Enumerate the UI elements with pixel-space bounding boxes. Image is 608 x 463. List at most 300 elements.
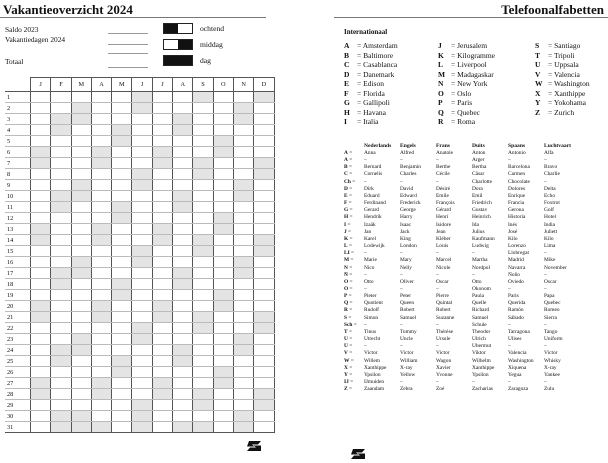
calendar-day-cell[interactable] [193, 400, 213, 411]
calendar-day-cell[interactable] [213, 136, 233, 147]
calendar-day-cell[interactable] [233, 411, 253, 422]
calendar-day-cell[interactable] [193, 191, 213, 202]
calendar-day-cell[interactable] [173, 312, 193, 323]
calendar-day-cell[interactable] [71, 367, 91, 378]
calendar-day-cell[interactable] [91, 169, 111, 180]
calendar-day-cell[interactable] [31, 125, 51, 136]
calendar-day-cell[interactable] [132, 334, 152, 345]
calendar-day-cell[interactable] [173, 301, 193, 312]
calendar-day-cell[interactable] [152, 224, 172, 235]
calendar-day-cell[interactable] [152, 312, 172, 323]
calendar-day-cell[interactable] [112, 312, 132, 323]
calendar-day-cell[interactable] [51, 202, 71, 213]
calendar-day-cell[interactable] [173, 411, 193, 422]
calendar-day-cell[interactable] [71, 180, 91, 191]
calendar-day-cell[interactable] [152, 389, 172, 400]
calendar-day-cell[interactable] [233, 180, 253, 191]
calendar-day-cell[interactable] [152, 400, 172, 411]
calendar-day-cell[interactable] [152, 246, 172, 257]
calendar-day-cell[interactable] [51, 334, 71, 345]
calendar-day-cell[interactable] [71, 158, 91, 169]
calendar-day-cell[interactable] [51, 213, 71, 224]
calendar-day-cell[interactable] [152, 125, 172, 136]
calendar-day-cell[interactable] [254, 268, 274, 279]
calendar-day-cell[interactable] [112, 378, 132, 389]
calendar-day-cell[interactable] [71, 422, 91, 433]
calendar-day-cell[interactable] [213, 389, 233, 400]
calendar-day-cell[interactable] [132, 268, 152, 279]
calendar-day-cell[interactable] [71, 257, 91, 268]
calendar-day-cell[interactable] [173, 246, 193, 257]
calendar-day-cell[interactable] [233, 389, 253, 400]
calendar-day-cell[interactable] [193, 213, 213, 224]
calendar-day-cell[interactable] [173, 92, 193, 103]
calendar-day-cell[interactable] [132, 114, 152, 125]
calendar-day-cell[interactable] [233, 246, 253, 257]
calendar-day-cell[interactable] [254, 202, 274, 213]
calendar-day-cell[interactable] [71, 191, 91, 202]
calendar-day-cell[interactable] [132, 290, 152, 301]
calendar-day-cell[interactable] [31, 114, 51, 125]
calendar-day-cell[interactable] [91, 103, 111, 114]
calendar-day-cell[interactable] [254, 92, 274, 103]
calendar-day-cell[interactable] [112, 367, 132, 378]
calendar-day-cell[interactable] [91, 356, 111, 367]
calendar-day-cell[interactable] [213, 400, 233, 411]
calendar-day-cell[interactable] [193, 334, 213, 345]
calendar-day-cell[interactable] [233, 235, 253, 246]
calendar-day-cell[interactable] [254, 158, 274, 169]
calendar-day-cell[interactable] [254, 323, 274, 334]
calendar-day-cell[interactable] [173, 268, 193, 279]
calendar-day-cell[interactable] [31, 246, 51, 257]
calendar-day-cell[interactable] [31, 400, 51, 411]
calendar-day-cell[interactable] [173, 290, 193, 301]
calendar-day-cell[interactable] [132, 367, 152, 378]
calendar-day-cell[interactable] [71, 268, 91, 279]
calendar-day-cell[interactable] [71, 345, 91, 356]
calendar-day-cell[interactable] [71, 312, 91, 323]
calendar-day-cell[interactable] [91, 389, 111, 400]
calendar-day-cell[interactable] [132, 169, 152, 180]
calendar-day-cell[interactable] [132, 92, 152, 103]
calendar-day-cell[interactable] [152, 92, 172, 103]
calendar-day-cell[interactable] [112, 257, 132, 268]
calendar-day-cell[interactable] [173, 202, 193, 213]
calendar-day-cell[interactable] [173, 158, 193, 169]
calendar-day-cell[interactable] [193, 301, 213, 312]
calendar-day-cell[interactable] [152, 136, 172, 147]
calendar-day-cell[interactable] [233, 191, 253, 202]
calendar-day-cell[interactable] [233, 125, 253, 136]
calendar-day-cell[interactable] [112, 235, 132, 246]
calendar-day-cell[interactable] [233, 147, 253, 158]
calendar-day-cell[interactable] [71, 279, 91, 290]
calendar-day-cell[interactable] [31, 301, 51, 312]
calendar-day-cell[interactable] [112, 158, 132, 169]
calendar-day-cell[interactable] [233, 169, 253, 180]
calendar-day-cell[interactable] [213, 147, 233, 158]
calendar-day-cell[interactable] [233, 334, 253, 345]
calendar-day-cell[interactable] [31, 224, 51, 235]
calendar-day-cell[interactable] [173, 345, 193, 356]
calendar-day-cell[interactable] [71, 334, 91, 345]
calendar-day-cell[interactable] [152, 235, 172, 246]
calendar-day-cell[interactable] [213, 334, 233, 345]
calendar-day-cell[interactable] [51, 246, 71, 257]
calendar-day-cell[interactable] [31, 367, 51, 378]
calendar-day-cell[interactable] [132, 356, 152, 367]
calendar-day-cell[interactable] [71, 246, 91, 257]
calendar-day-cell[interactable] [112, 202, 132, 213]
calendar-day-cell[interactable] [112, 279, 132, 290]
calendar-day-cell[interactable] [254, 290, 274, 301]
calendar-day-cell[interactable] [91, 323, 111, 334]
calendar-day-cell[interactable] [132, 125, 152, 136]
calendar-day-cell[interactable] [193, 268, 213, 279]
calendar-day-cell[interactable] [233, 400, 253, 411]
calendar-day-cell[interactable] [233, 136, 253, 147]
calendar-day-cell[interactable] [193, 92, 213, 103]
calendar-day-cell[interactable] [112, 323, 132, 334]
calendar-day-cell[interactable] [132, 301, 152, 312]
calendar-day-cell[interactable] [254, 356, 274, 367]
calendar-day-cell[interactable] [193, 169, 213, 180]
calendar-day-cell[interactable] [51, 312, 71, 323]
calendar-day-cell[interactable] [91, 202, 111, 213]
calendar-day-cell[interactable] [71, 389, 91, 400]
calendar-day-cell[interactable] [152, 422, 172, 433]
calendar-day-cell[interactable] [31, 169, 51, 180]
calendar-day-cell[interactable] [91, 235, 111, 246]
calendar-day-cell[interactable] [112, 147, 132, 158]
calendar-day-cell[interactable] [193, 279, 213, 290]
calendar-day-cell[interactable] [233, 257, 253, 268]
calendar-day-cell[interactable] [213, 345, 233, 356]
calendar-day-cell[interactable] [71, 224, 91, 235]
calendar-day-cell[interactable] [132, 312, 152, 323]
calendar-day-cell[interactable] [213, 213, 233, 224]
calendar-day-cell[interactable] [152, 323, 172, 334]
calendar-day-cell[interactable] [31, 147, 51, 158]
calendar-day-cell[interactable] [193, 345, 213, 356]
calendar-day-cell[interactable] [152, 301, 172, 312]
calendar-day-cell[interactable] [173, 422, 193, 433]
calendar-day-cell[interactable] [152, 378, 172, 389]
calendar-day-cell[interactable] [193, 235, 213, 246]
calendar-day-cell[interactable] [51, 345, 71, 356]
calendar-day-cell[interactable] [254, 411, 274, 422]
calendar-day-cell[interactable] [254, 367, 274, 378]
calendar-day-cell[interactable] [254, 389, 274, 400]
calendar-day-cell[interactable] [213, 356, 233, 367]
calendar-day-cell[interactable] [112, 103, 132, 114]
calendar-day-cell[interactable] [132, 158, 152, 169]
calendar-day-cell[interactable] [31, 279, 51, 290]
calendar-day-cell[interactable] [112, 136, 132, 147]
calendar-day-cell[interactable] [213, 378, 233, 389]
calendar-day-cell[interactable] [132, 257, 152, 268]
calendar-day-cell[interactable] [193, 367, 213, 378]
calendar-day-cell[interactable] [213, 103, 233, 114]
calendar-day-cell[interactable] [71, 147, 91, 158]
calendar-day-cell[interactable] [233, 290, 253, 301]
calendar-day-cell[interactable] [91, 92, 111, 103]
calendar-day-cell[interactable] [152, 279, 172, 290]
calendar-day-cell[interactable] [51, 147, 71, 158]
calendar-day-cell[interactable] [51, 400, 71, 411]
calendar-day-cell[interactable] [233, 323, 253, 334]
calendar-day-cell[interactable] [31, 213, 51, 224]
calendar-day-cell[interactable] [71, 202, 91, 213]
calendar-day-cell[interactable] [233, 158, 253, 169]
calendar-day-cell[interactable] [254, 235, 274, 246]
calendar-day-cell[interactable] [173, 191, 193, 202]
calendar-day-cell[interactable] [152, 180, 172, 191]
calendar-day-cell[interactable] [193, 323, 213, 334]
calendar-day-cell[interactable] [213, 180, 233, 191]
calendar-day-cell[interactable] [152, 257, 172, 268]
calendar-day-cell[interactable] [193, 312, 213, 323]
calendar-day-cell[interactable] [31, 356, 51, 367]
calendar-day-cell[interactable] [132, 422, 152, 433]
calendar-day-cell[interactable] [173, 213, 193, 224]
calendar-day-cell[interactable] [91, 279, 111, 290]
calendar-day-cell[interactable] [112, 290, 132, 301]
calendar-day-cell[interactable] [233, 345, 253, 356]
calendar-day-cell[interactable] [112, 180, 132, 191]
calendar-day-cell[interactable] [193, 125, 213, 136]
calendar-day-cell[interactable] [193, 356, 213, 367]
calendar-day-cell[interactable] [173, 224, 193, 235]
calendar-day-cell[interactable] [112, 411, 132, 422]
calendar-day-cell[interactable] [71, 213, 91, 224]
calendar-day-cell[interactable] [112, 268, 132, 279]
calendar-day-cell[interactable] [51, 180, 71, 191]
calendar-day-cell[interactable] [51, 158, 71, 169]
calendar-day-cell[interactable] [193, 103, 213, 114]
calendar-day-cell[interactable] [152, 114, 172, 125]
calendar-day-cell[interactable] [254, 147, 274, 158]
calendar-day-cell[interactable] [152, 103, 172, 114]
calendar-day-cell[interactable] [71, 301, 91, 312]
calendar-day-cell[interactable] [51, 103, 71, 114]
calendar-day-cell[interactable] [132, 400, 152, 411]
calendar-day-cell[interactable] [173, 400, 193, 411]
calendar-day-cell[interactable] [31, 290, 51, 301]
calendar-day-cell[interactable] [71, 323, 91, 334]
calendar-day-cell[interactable] [254, 334, 274, 345]
calendar-day-cell[interactable] [91, 180, 111, 191]
calendar-day-cell[interactable] [233, 279, 253, 290]
calendar-day-cell[interactable] [173, 169, 193, 180]
calendar-day-cell[interactable] [254, 345, 274, 356]
calendar-day-cell[interactable] [254, 422, 274, 433]
calendar-day-cell[interactable] [71, 136, 91, 147]
calendar-day-cell[interactable] [233, 422, 253, 433]
calendar-day-cell[interactable] [173, 147, 193, 158]
calendar-day-cell[interactable] [31, 411, 51, 422]
calendar-day-cell[interactable] [31, 257, 51, 268]
calendar-day-cell[interactable] [213, 114, 233, 125]
calendar-day-cell[interactable] [173, 334, 193, 345]
calendar-day-cell[interactable] [132, 345, 152, 356]
calendar-day-cell[interactable] [91, 411, 111, 422]
calendar-day-cell[interactable] [193, 136, 213, 147]
calendar-day-cell[interactable] [213, 312, 233, 323]
calendar-day-cell[interactable] [152, 356, 172, 367]
calendar-day-cell[interactable] [31, 136, 51, 147]
calendar-day-cell[interactable] [91, 400, 111, 411]
calendar-day-cell[interactable] [193, 202, 213, 213]
calendar-day-cell[interactable] [91, 367, 111, 378]
calendar-day-cell[interactable] [51, 323, 71, 334]
calendar-day-cell[interactable] [91, 422, 111, 433]
calendar-day-cell[interactable] [71, 103, 91, 114]
calendar-day-cell[interactable] [152, 147, 172, 158]
calendar-day-cell[interactable] [31, 312, 51, 323]
calendar-day-cell[interactable] [213, 367, 233, 378]
calendar-day-cell[interactable] [91, 301, 111, 312]
calendar-day-cell[interactable] [254, 312, 274, 323]
calendar-day-cell[interactable] [213, 191, 233, 202]
calendar-day-cell[interactable] [132, 378, 152, 389]
calendar-day-cell[interactable] [213, 158, 233, 169]
calendar-day-cell[interactable] [254, 213, 274, 224]
calendar-day-cell[interactable] [51, 367, 71, 378]
calendar-day-cell[interactable] [213, 268, 233, 279]
calendar-day-cell[interactable] [132, 202, 152, 213]
calendar-day-cell[interactable] [51, 301, 71, 312]
calendar-day-cell[interactable] [213, 125, 233, 136]
calendar-day-cell[interactable] [51, 356, 71, 367]
calendar-day-cell[interactable] [91, 224, 111, 235]
calendar-day-cell[interactable] [31, 345, 51, 356]
calendar-day-cell[interactable] [112, 334, 132, 345]
calendar-day-cell[interactable] [91, 257, 111, 268]
calendar-day-cell[interactable] [254, 191, 274, 202]
calendar-day-cell[interactable] [51, 389, 71, 400]
calendar-day-cell[interactable] [31, 202, 51, 213]
calendar-day-cell[interactable] [112, 345, 132, 356]
calendar-day-cell[interactable] [152, 367, 172, 378]
calendar-day-cell[interactable] [132, 389, 152, 400]
calendar-day-cell[interactable] [254, 114, 274, 125]
calendar-day-cell[interactable] [213, 92, 233, 103]
calendar-day-cell[interactable] [152, 334, 172, 345]
calendar-day-cell[interactable] [233, 378, 253, 389]
calendar-day-cell[interactable] [51, 290, 71, 301]
calendar-day-cell[interactable] [51, 136, 71, 147]
calendar-day-cell[interactable] [91, 345, 111, 356]
calendar-day-cell[interactable] [233, 103, 253, 114]
calendar-day-cell[interactable] [91, 312, 111, 323]
calendar-day-cell[interactable] [112, 191, 132, 202]
calendar-day-cell[interactable] [112, 114, 132, 125]
calendar-day-cell[interactable] [91, 213, 111, 224]
calendar-day-cell[interactable] [254, 125, 274, 136]
calendar-day-cell[interactable] [254, 136, 274, 147]
calendar-day-cell[interactable] [233, 301, 253, 312]
calendar-day-cell[interactable] [254, 180, 274, 191]
calendar-day-cell[interactable] [193, 411, 213, 422]
calendar-day-cell[interactable] [31, 103, 51, 114]
calendar-day-cell[interactable] [51, 268, 71, 279]
calendar-day-cell[interactable] [31, 158, 51, 169]
calendar-day-cell[interactable] [132, 180, 152, 191]
calendar-day-cell[interactable] [71, 125, 91, 136]
calendar-day-cell[interactable] [213, 301, 233, 312]
calendar-day-cell[interactable] [91, 136, 111, 147]
calendar-day-cell[interactable] [51, 411, 71, 422]
calendar-day-cell[interactable] [132, 191, 152, 202]
calendar-day-cell[interactable] [91, 114, 111, 125]
calendar-day-cell[interactable] [173, 279, 193, 290]
calendar-day-cell[interactable] [91, 246, 111, 257]
calendar-day-cell[interactable] [152, 213, 172, 224]
calendar-day-cell[interactable] [213, 257, 233, 268]
calendar-day-cell[interactable] [193, 378, 213, 389]
calendar-day-cell[interactable] [91, 125, 111, 136]
calendar-day-cell[interactable] [51, 378, 71, 389]
calendar-day-cell[interactable] [31, 422, 51, 433]
calendar-day-cell[interactable] [31, 334, 51, 345]
calendar-day-cell[interactable] [213, 290, 233, 301]
calendar-day-cell[interactable] [132, 103, 152, 114]
calendar-day-cell[interactable] [213, 235, 233, 246]
calendar-day-cell[interactable] [112, 422, 132, 433]
calendar-day-cell[interactable] [213, 169, 233, 180]
calendar-day-cell[interactable] [112, 400, 132, 411]
calendar-day-cell[interactable] [193, 290, 213, 301]
calendar-day-cell[interactable] [51, 257, 71, 268]
calendar-day-cell[interactable] [254, 246, 274, 257]
calendar-day-cell[interactable] [71, 378, 91, 389]
calendar-day-cell[interactable] [173, 136, 193, 147]
calendar-day-cell[interactable] [132, 147, 152, 158]
calendar-day-cell[interactable] [71, 400, 91, 411]
calendar-day-cell[interactable] [152, 411, 172, 422]
calendar-day-cell[interactable] [31, 323, 51, 334]
calendar-day-cell[interactable] [254, 257, 274, 268]
calendar-day-cell[interactable] [213, 279, 233, 290]
calendar-day-cell[interactable] [51, 191, 71, 202]
calendar-day-cell[interactable] [91, 191, 111, 202]
calendar-day-cell[interactable] [112, 169, 132, 180]
calendar-day-cell[interactable] [112, 213, 132, 224]
calendar-day-cell[interactable] [152, 158, 172, 169]
calendar-day-cell[interactable] [173, 257, 193, 268]
calendar-day-cell[interactable] [132, 235, 152, 246]
calendar-day-cell[interactable] [31, 389, 51, 400]
calendar-day-cell[interactable] [193, 114, 213, 125]
calendar-day-cell[interactable] [233, 224, 253, 235]
calendar-day-cell[interactable] [71, 411, 91, 422]
calendar-day-cell[interactable] [173, 125, 193, 136]
calendar-day-cell[interactable] [91, 378, 111, 389]
calendar-day-cell[interactable] [112, 389, 132, 400]
calendar-day-cell[interactable] [91, 334, 111, 345]
calendar-day-cell[interactable] [254, 224, 274, 235]
calendar-day-cell[interactable] [173, 114, 193, 125]
calendar-day-cell[interactable] [132, 213, 152, 224]
calendar-day-cell[interactable] [31, 378, 51, 389]
calendar-day-cell[interactable] [173, 378, 193, 389]
calendar-day-cell[interactable] [71, 114, 91, 125]
calendar-day-cell[interactable] [51, 114, 71, 125]
calendar-day-cell[interactable] [213, 202, 233, 213]
calendar-day-cell[interactable] [193, 224, 213, 235]
